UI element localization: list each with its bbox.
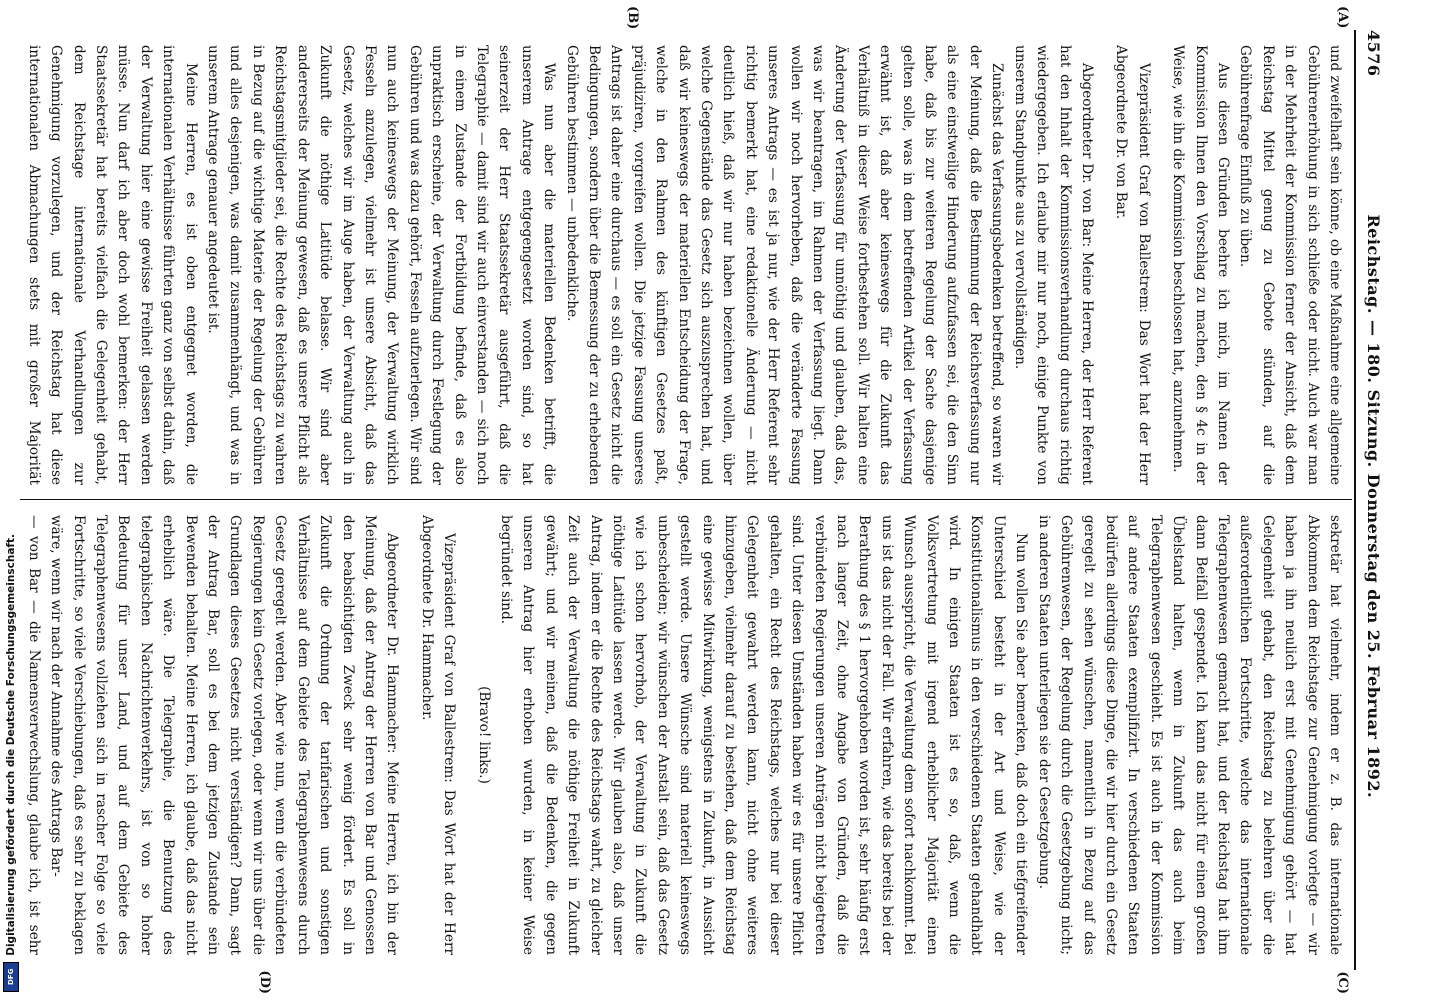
paragraph: (Bravo! links.)	[475, 686, 492, 784]
column-divider	[20, 499, 1352, 500]
paragraph: Vizepräsident Graf von Ballestrem: Das Wort hat der Herr Abgeordnete Dr. Hammacher.	[418, 515, 458, 955]
paragraph: Vizepräsident Graf von Ballestrem: Das Wort hat der Herr Abgeordnete Dr. von Bar.	[1113, 45, 1152, 485]
credit-text: Digitalisierung gefördert durch die Deutsche Forschungsgemeinschaft.	[5, 534, 17, 956]
paragraph: Zunächst das Verfassungsbedenken betreffend, so waren wir der Meinung, daß die Bestimmung der Reichsverfassung nur als eine einstweilige Hinderung aufzufassen sei, die den Sinn habe, daß bis zur weiteren Regelung der Sache dasjenige gelten solle, was in dem betreffenden Artikel der Verfassung erwähnt ist, daß aber keineswegs für die Zukunft das Verhältniß in dieser Weise fortbestehen soll. Wir halten eine Änderung der Verfassung für unnöthig und glauben, daß das, was wir beantragen, im Rahmen der Verfassung liegt. Dann wollen wir noch hervorheben, daß die veränderte Fassung unseres Antrags — es ist ja nur, wie der Herr Referent sehr richtig bemerkt hat, eine redaktionelle Änderung — nicht deutlich hieß, daß wir nur haben bezeichnen wollen, über welche Gegenstände das Gesetz sich auszusprechen hat, und daß wir keineswegs der materiellen Entscheidung der Frage, welche in den Rahmen des künftigen Gesetzes paßt, präjudiziren, vorgreifen wollen. Die jetzige Fassung unseres Antrags ist daher eine durchaus — es soll ein Gesetz nicht die Bedingungen, sondern über die Bemessung der zu erhebenden Gebühren bestimmen — unbedenkliche.	[563, 45, 1006, 485]
paragraph: und zweifelhaft sein könne, ob eine Maßnahme eine allgemeine Gebührenerhöhung in sich schließe oder nicht. Auch war man in der Mehrheit der Kommission ferner der Ansicht, daß dem Reichstag Mittel genug zu Gebote stünden, auf die Gebührenfrage Einfluß zu üben.	[1237, 45, 1343, 485]
margin-marker-d: (D)	[257, 970, 272, 994]
paragraph: Abgeordneter Dr. Hammacher: Meine Herren, ich bin der Meinung, daß der Antrag der Herren von Bar und Genossen den beabsichtigten Zweck sehr wenig fördert. Es soll in Zukunft die Ordnung der tarifarischen und sonstigen Verhältnisse auf dem Gebiete des Telegraphenwesens durch Gesetz geregelt werden. Aber wie nun, wenn die verbündeten Regierungen kein Gesetz vorlegen, oder wenn wir uns über die Grundlagen dieses Gesetzes nicht verständigen? Dann, sagt der Antrag Bar, soll es bei dem jetzigen Zustande sein Bewenden behalten. Meine Herren, ich glaube, daß das nicht erheblich wäre. Die Telegraphie, die Benutzung des telegraphischen Nachrichtenverkehrs, ist von so hoher Bedeutung für unser Land, und auf dem Gebiete des Telegraphenwesens vollziehen sich in rascher Folge so viele Fortschritte, so viele Verschiebungen, daß es sehr zu beklagen wäre, wenn wir nach der Annahme des Antrags Bar-	[48, 515, 401, 955]
margin-marker-b: (B)	[625, 6, 640, 30]
paragraph: — von Bar — die Namensverwechslung, glaube ich, ist sehr	[25, 515, 42, 955]
paragraph: sekretär hat vielmehr, indem er z. B. das internationale Abkommen dem Reichstage zur Genehmigung vorlegte — wir haben ja ihn neulich erst mit Genehmigung gehört — hat Gelegenheit gehabt, den Reichstag zu belehren über die außerordentlichen Fortschritte, welche das internationale Telegraphenwesen gemacht hat, und der Reichstag hat ihm dann Beifall gespendet. Ich kann das nicht für einen großen Übelstand halten, wenn in Zukunft das auch beim Telegraphenwesen geschieht. Es ist auch in der Kommission auf andere Staaten exemplifizirt. In verschiedenen Staaten bedürfen allerdings diese Dinge, die wir hier durch ein Gesetz geregelt zu sehen wünschen, namentlich in Bezug auf das Gebührenwesen, der Regelung durch die Gesetzgebung nicht; in anderen Staaten unterliegen sie der Gesetzgebung.	[1035, 515, 1343, 955]
paragraph: Meine Herren, es ist oben entgegnet worden, die internationalen Verhältnisse führten ganz von selbst dahin, daß der Verwaltung hier eine gewisse Freiheit gelassen werden müsse. Nun darf ich aber doch wohl bemerken: der Herr Staatssekretär hat bereits vielfach die Gelegenheit gehabt, dem Reichstage internationale Verhandlungen zur Genehmigung vorzulegen, und der Reichstag hat diese internationalen Abmachungen stets mit großer Majorität	[25, 45, 199, 485]
page-header	[1360, 30, 1388, 970]
left-column	[24, 45, 1346, 485]
right-column	[24, 515, 1346, 955]
margin-marker-c: (C)	[1335, 971, 1350, 994]
paragraph: Abgeordneter Dr. von Bar: Meine Herren, der Herr Referent hat den Inhalt der Kommissionsverhandlung durchaus richtig wiedergegeben. Ich erlaube mir nur noch, einige Punkte von unserem Standpunkte aus zu vervollständigen.	[1011, 45, 1095, 485]
paragraph: Was nun aber die materiellen Bedenken betrifft, die unserem Antrage entgegengesetzt worden sind, so hat seinerzeit der Herr Staatssekretär ausgeführt, daß die Telegraphie — damit sind wir auch einverstanden — sich noch in einem Zustande der Fortbildung befinde, daß es also unpraktisch erscheine, der Verwaltung durch Festlegung der Gebühren und was dazu gehört, Fesseln aufzuerlegen. Wir sind nun auch keineswegs der Meinung, der Verwaltung wirklich Fesseln anzulegen, vielmehr ist unsere Absicht, daß das Gesetz, welches wir im Auge haben, der Verwaltung auch in Zukunft die nöthige Latitüde belasse. Wir sind aber andererseits der Meinung gewesen, daß es unsere Pflicht als Reichstagsmitglieder sei, die Rechte des Reichstags zu wahren in Bezug auf die wichtige Materie der Regelung der Gebühren und alles desjenigen, was damit zusammenhängt, und was in unserem Antrage genauer angedeutet ist.	[205, 45, 558, 485]
header-rule	[1354, 30, 1356, 970]
paragraph: Aus diesen Gründen beehre ich mich, im Namen der Kommission Ihnen den Vorschlag zu machen, den § 4c in der Weise, wie ihn die Kommission beschlossen hat, anzunehmen.	[1170, 45, 1231, 485]
margin-marker-a: (A)	[1335, 6, 1350, 29]
dfg-logo: DFG	[3, 962, 19, 992]
paragraph: Nun wollen Sie aber bemerken, daß doch ein tiefgreifender Unterschied besteht in der Art und Weise, wie der Konstitutionalismus in den verschiedenen Staaten gehandhabt wird. In einigen Staaten ist es so, daß, wenn die Volksvertretung mit irgend erheblicher Majorität einen Wunsch ausspricht, die Verwaltung dem sofort nachkommt. Bei uns ist das nicht der Fall. Wir erfahren, wie das bereits bei der Berathung des § 1 hervorgehoben worden ist, sehr häufig erst nach langer Zeit, ohne Angabe von Gründen, daß die verbündeten Regierungen unseren Anträgen nicht beigetreten sind. Unter diesen Umständen haben wir es für unsere Pflicht gehalten, ein Recht des Reichstags, welches nur bei dieser Gelegenheit gewahrt werden kann, nicht ohne weiteres hinzugeben, vielmehr darauf zu bestehen, daß dem Reichstag eine gewisse Mitwirkung, wenigstens in Zukunft, in Aussicht gestellt werde. Unsere Wünsche sind materiell keineswegs unbescheiden; wir wünschen der Anstalt sein, daß das Gesetz wie ich schon hervorhob, der Verwaltung in Zukunft die nöthige Latitüde lassen werde. Wir glauben also, daß unser Antrag, indem er die Rechte des Reichstags wahrt, zu gleicher Zeit auch der Verwaltung die nöthige Freiheit in Zukunft gewährt; und wir meinen, daß die Bedenken, die gegen unseren Antrag hier erhoben wurden, in keiner Weise begründet sind.	[497, 515, 1030, 955]
page-number: 4576	[1364, 30, 1384, 77]
page-title: Reichstag. — 180. Sitzung. Donnerstag den 25. Februar 1892.	[1364, 214, 1384, 799]
